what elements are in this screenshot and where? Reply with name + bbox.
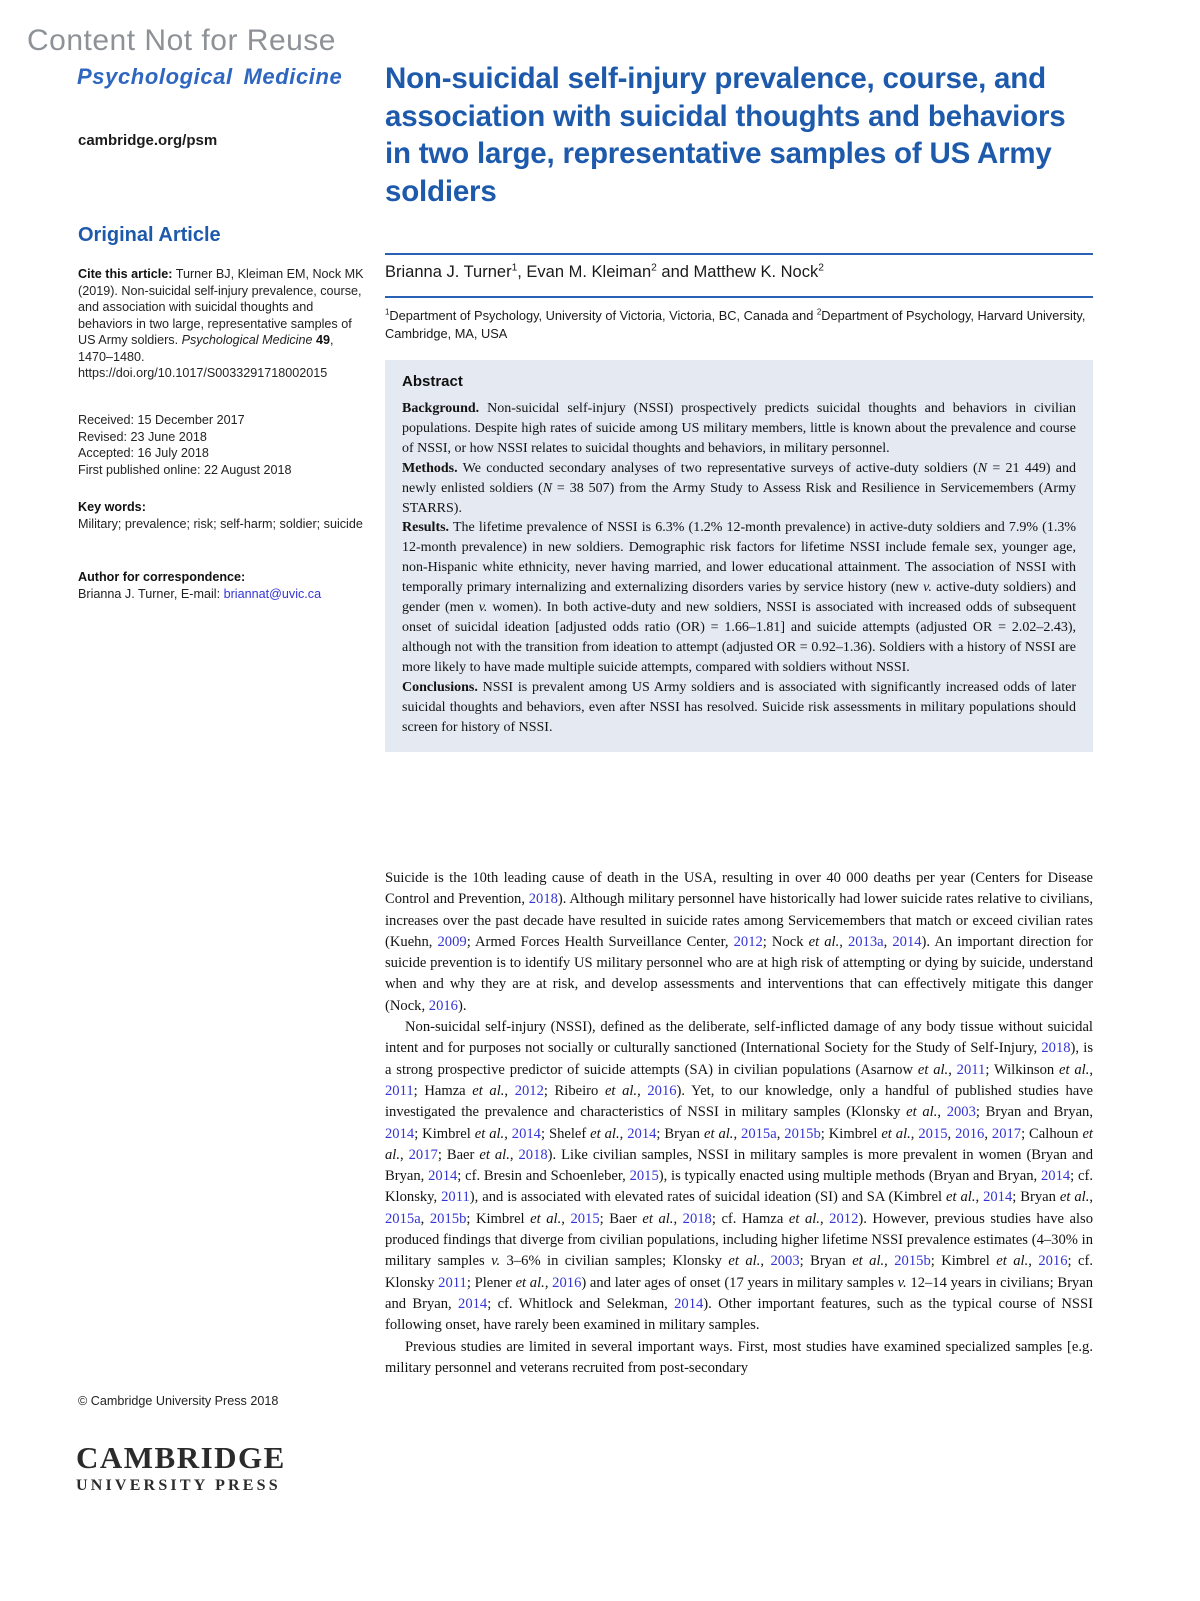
citation-link[interactable]: 2018 xyxy=(528,891,558,908)
citation-link[interactable]: 2015 xyxy=(629,1168,659,1185)
abstract-background-text: Non-suicidal self-injury (NSSI) prospectively predicts suicidal thoughts and behaviors in civilian populations. Despite high rates of suicide among US military members, little is known about the prevalence and course of NSSI, or how NSSI relates to suicidal thoughts and behaviors, in military personnel. xyxy=(402,401,1076,456)
section-label: Original Article xyxy=(78,224,221,246)
citation-link[interactable]: 2014 xyxy=(385,1125,415,1142)
abstract-results-text: The lifetime prevalence of NSSI is 6.3% (1.2% 12-month prevalence) in active-duty soldiers and 7.9% (1.3% 12-month prevalence) in new soldiers. Demographic risk factors for lifetime NSSI include female sex, younger age, non-Hispanic white ethnicity, never having married, and lower educational attainment. The association of NSSI with temporally primary internalizing and externalizing disorders varies by service history (new v. active-duty soldiers) and gender (men v. women). In both active-duty and new soldiers, NSSI is associated with increased odds of subsequent onset of suicidal ideation [adjusted odds ratio (OR) = 1.66–1.81] and suicide attempts (adjusted OR = 2.02–2.43), although not with the transition from ideation to attempt (adjusted OR = 0.92–1.36). Soldiers with a history of NSSI are more likely to have made multiple suicide attempts, compared with soldiers without NSSI. xyxy=(402,520,1077,675)
divider-rule-bottom xyxy=(385,296,1093,298)
abstract-methods-text: We conducted secondary analyses of two representative surveys of active-duty soldiers (N = 21 449) and newly enlisted soldiers (N = 38 507) from the Army Study to Assess Risk and Resilience in Servicemembers (Army STARRS). xyxy=(402,460,1076,516)
correspondence-name: Brianna J. Turner, E-mail: xyxy=(78,586,224,601)
citation-link[interactable]: 2013a xyxy=(847,933,884,950)
citation-link[interactable]: 2015b xyxy=(784,1125,821,1142)
citation-link[interactable]: 2016 xyxy=(955,1125,985,1142)
citation-link[interactable]: 2016 xyxy=(428,997,458,1014)
citation-link[interactable]: 2015b xyxy=(894,1253,931,1270)
abstract-heading: Abstract xyxy=(402,373,463,390)
citation-link[interactable]: 2003 xyxy=(770,1253,800,1270)
citation-link[interactable]: 2014 xyxy=(511,1125,541,1142)
citation-link[interactable]: 2018 xyxy=(1041,1040,1071,1057)
history-received: Received: 15 December 2017 xyxy=(78,413,245,427)
abstract-background-label: Background. xyxy=(402,401,480,416)
publisher-subline: UNIVERSITY PRESS xyxy=(76,1477,281,1494)
citation-link[interactable]: 2017 xyxy=(991,1125,1022,1142)
citation-link[interactable]: 2014 xyxy=(983,1189,1013,1206)
article-body xyxy=(385,868,1093,1379)
abstract-methods-label: Methods. xyxy=(402,460,458,476)
abstract-methods xyxy=(402,459,1076,519)
citation-link[interactable]: 2011 xyxy=(441,1189,470,1206)
journal-url: cambridge.org/psm xyxy=(78,132,218,149)
citation-link[interactable]: 2011 xyxy=(956,1061,986,1078)
citation-link[interactable]: 2003 xyxy=(946,1104,976,1121)
correspondence-label: Author for correspondence: xyxy=(78,570,246,584)
abstract-results xyxy=(402,518,1076,677)
journal-logo: Psychological Medicine xyxy=(77,64,343,89)
keywords-text: Military; prevalence; risk; self-harm; soldier; suicide xyxy=(78,516,363,531)
correspondence-email-link[interactable]: briannat@uvic.ca xyxy=(223,586,322,601)
citation-link[interactable]: 2014 xyxy=(627,1125,657,1142)
citation-link[interactable]: 2015b xyxy=(429,1210,467,1227)
abstract-conclusions-label: Conclusions. xyxy=(402,679,478,695)
body-paragraph: Non-suicidal self-injury (NSSI), defined as the deliberate, self-inflicted damage of any body tissue without suicidal intent and for purposes not socially or culturally sanctioned (International Society for the Study of Self-Injury, 2018), is a strong prospective predictor of suicide attempts (SA) in civilian populations (Asarnow et al., 2011; Wilkinson et al., 2011; Hamza et al., 2012; Ribeiro et al., 2016). Yet, to our knowledge, only a handful of published studies have investigated the prevalence and characteristics of NSSI in military samples (Klonsky et al., 2003; Bryan and Bryan, 2014; Kimbrel et al., 2014; Shelef et al., 2014; Bryan et al., 2015a, 2015b; Kimbrel et al., 2015, 2016, 2017; Calhoun et al., 2017; Baer et al., 2018). Like civilian samples, NSSI in military samples is more prevalent in women (Bryan and Bryan, 2014; cf. Bresin and Schoenleber, 2015), is typically enacted using multiple methods (Bryan and Bryan, 2014; cf. Klonsky, 2011), and is associated with elevated rates of suicidal ideation (SI) and SA (Kimbrel et al., 2014; Bryan et al., 2015a, 2015b; Kimbrel et al., 2015; Baer et al., 2018; cf. Hamza et al., 2012). However, previous studies have also produced findings that diverge from civilian populations, including higher lifetime NSSI prevalence estimates (4–30% in military samples v. 3–6% in civilian samples; Klonsky et al., 2003; Bryan et al., 2015b; Kimbrel et al., 2016; cf. Klonsky 2011; Plener et al., 2016) and later ages of onset (17 years in military samples v. 12–14 years in civilians; Bryan and Bryan, 2014; cf. Whitlock and Selekman, 2014). Other important features, such as the typical course of NSSI following onset, have rarely been examined in military samples. xyxy=(385,1019,1094,1334)
citation-link[interactable]: 2014 xyxy=(674,1295,704,1312)
publisher-wordmark: CAMBRIDGE xyxy=(76,1440,286,1475)
citation-link[interactable]: 2014 xyxy=(428,1168,458,1185)
body-paragraph: Suicide is the 10th leading cause of death in the USA, resulting in over 40 000 deaths per year (Centers for Disease Control and Prevention, 2018). Although military personnel have historically had lower suicide rates relative to civilians, increases over the past decade have resulted in suicide rates among Servicemembers that match or exceed civilian rates (Kuehn, 2009; Armed Forces Health Surveillance Center, 2012; Nock et al., 2013a, 2014). An important direction for suicide prevention is to identify US military personnel who are at high risk of attempting or dying by suicide, understand when and why they are at risk, and develop assessments and interventions that can effectively mitigate this danger (Nock, 2016). xyxy=(385,870,1094,1014)
abstract-conclusions-text: NSSI is prevalent among US Army soldiers and is associated with significantly increased odds of later suicidal thoughts and behaviors, even after NSSI has resolved. Suicide risk assessments in military populations should screen for history of NSSI. xyxy=(402,679,1076,735)
citation-link[interactable]: 2015a xyxy=(385,1210,421,1227)
publisher-logo xyxy=(76,1441,286,1496)
abstract-background xyxy=(402,399,1076,459)
keywords-block xyxy=(78,499,367,532)
citation-link[interactable]: 2009 xyxy=(437,933,467,950)
citation-link[interactable]: 2012 xyxy=(733,933,763,950)
history-published: First published online: 22 August 2018 xyxy=(78,462,292,477)
abstract-conclusions xyxy=(402,678,1076,738)
abstract-box xyxy=(385,360,1093,752)
citation-link[interactable]: 2018 xyxy=(518,1146,548,1163)
citation-link[interactable]: 2012 xyxy=(829,1210,859,1227)
citation-link[interactable]: 2018 xyxy=(682,1210,712,1227)
citation-link[interactable]: 2015 xyxy=(918,1125,948,1142)
citation-link[interactable]: 2015a xyxy=(741,1125,777,1142)
citation-link[interactable]: 2014 xyxy=(458,1295,488,1312)
article-title: Non-suicidal self-injury prevalence, course, and association with suicidal thoughts and behaviors in two large, representative samples of US Army soldiers xyxy=(385,62,1066,208)
citation-link[interactable]: 2011 xyxy=(385,1082,414,1099)
author-byline: Brianna J. Turner$^1$, Evan M. Kleiman$^2$ and Matthew K. Nock$^2$ xyxy=(385,262,824,281)
correspondence-block xyxy=(78,569,367,602)
reuse-watermark: Content Not for Reuse xyxy=(27,24,336,57)
citation-link[interactable]: 2016 xyxy=(552,1274,582,1291)
citation-link[interactable]: 2014 xyxy=(892,933,922,950)
history-accepted: Accepted: 16 July 2018 xyxy=(78,446,209,460)
cite-text: Turner BJ, Kleiman EM, Nock MK (2019). Non-suicidal self-injury prevalence, course, and association with suicidal thoughts and behaviors in two large, representative samples of US Army soldiers. Psychological Medicine 49, 1470–1480. https://doi.org/10.1017/S0033291718002015 xyxy=(78,267,364,380)
citation-link[interactable]: 2015 xyxy=(570,1210,600,1227)
keywords-label: Key words: xyxy=(78,500,146,514)
copyright-line: © Cambridge University Press 2018 xyxy=(78,1394,279,1408)
cite-label: Cite this article: xyxy=(78,267,173,281)
citation-link[interactable]: 2017 xyxy=(408,1146,438,1163)
divider-rule-top xyxy=(385,253,1093,255)
history-revised: Revised: 23 June 2018 xyxy=(78,429,207,444)
citation-link[interactable]: 2014 xyxy=(1040,1168,1071,1185)
citation-link[interactable]: 2016 xyxy=(647,1082,677,1099)
citation-link[interactable]: 2016 xyxy=(1038,1253,1068,1270)
abstract-results-label: Results. xyxy=(402,520,450,536)
affiliations: $^1$Department of Psychology, University of Victoria, Victoria, BC, Canada and $^2$Department of Psychology, Harvard University, Cambridge, MA, USA xyxy=(385,307,1086,341)
body-paragraph: Previous studies are limited in several important ways. First, most studies have examined specialized samples [e.g. military personnel and veterans recruited from post-secondary xyxy=(385,1338,1093,1376)
citation-info xyxy=(78,266,367,382)
article-history xyxy=(78,412,367,478)
citation-link[interactable]: 2011 xyxy=(438,1274,467,1291)
citation-link[interactable]: 2012 xyxy=(514,1082,544,1099)
